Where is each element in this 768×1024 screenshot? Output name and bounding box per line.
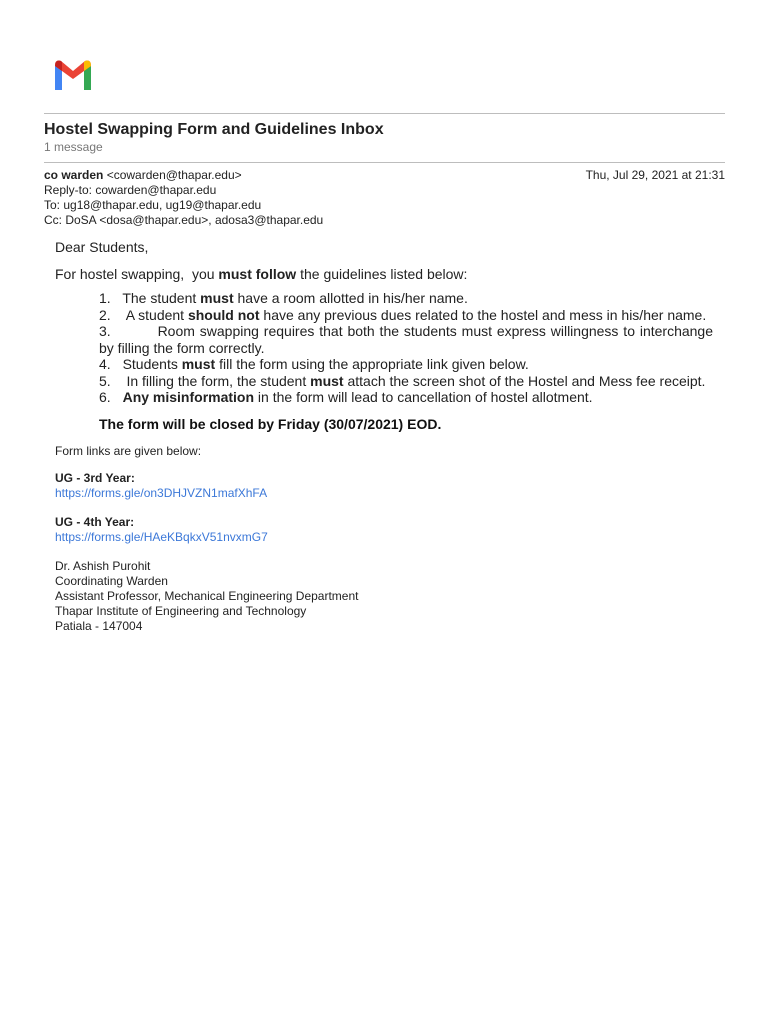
sender-name: co warden xyxy=(44,168,104,182)
ug4-section xyxy=(55,515,715,545)
item-number: 4. xyxy=(99,356,111,372)
item-number: 6. xyxy=(99,389,111,405)
item-text: Students xyxy=(118,356,182,372)
links-intro: Form links are given below: xyxy=(55,443,202,458)
item-emphasis: should not xyxy=(187,306,260,323)
intro-post: the guidelines listed below: xyxy=(296,265,468,282)
guidelines-list xyxy=(99,290,717,406)
intro-paragraph xyxy=(55,266,715,283)
item-text: A student xyxy=(118,306,188,323)
item-emphasis: must xyxy=(200,290,234,306)
item-text: in the form will lead to cancellation of hostel allotment. xyxy=(254,389,593,405)
item-emphasis: Any misinformation xyxy=(122,389,255,405)
signature-line: Thapar Institute of Engineering and Technology xyxy=(55,603,307,618)
top-divider xyxy=(44,113,725,114)
signature xyxy=(55,559,715,634)
item-text: have any previous dues related to the hostel and mess in his/her name. xyxy=(259,306,707,323)
greeting: Dear Students, xyxy=(55,239,149,255)
ug3-label: UG - 3rd Year: xyxy=(55,470,135,485)
item-number: 3. xyxy=(99,323,111,339)
ug4-form-link[interactable]: https://forms.gle/HAeKBqkxV51nvxmG7 xyxy=(55,529,268,544)
ug3-section xyxy=(55,471,715,501)
signature-line: Coordinating Warden xyxy=(55,573,168,588)
list-item xyxy=(99,323,717,356)
sender-email: <cowarden@thapar.edu> xyxy=(106,168,242,182)
item-number: 2. xyxy=(99,306,111,323)
intro-emphasis: must follow xyxy=(218,265,297,282)
item-number: 1. xyxy=(99,290,111,306)
item-text: fill the form using the appropriate link given below. xyxy=(215,356,529,372)
item-emphasis: must xyxy=(310,372,344,389)
email-body xyxy=(55,239,715,634)
to-line: To: ug18@thapar.edu, ug19@thapar.edu xyxy=(44,198,262,212)
reply-to-line: Reply-to: cowarden@thapar.edu xyxy=(44,183,217,197)
list-item xyxy=(99,307,713,324)
list-item xyxy=(99,356,713,373)
item-text: Room swapping requires that both the students must express willingness to interchange by filling the form correctly. xyxy=(99,323,717,356)
list-item xyxy=(99,389,713,406)
signature-line: Patiala - 147004 xyxy=(55,618,143,633)
header-divider xyxy=(44,162,725,163)
item-text: In filling the form, the student xyxy=(118,372,311,389)
signature-line: Assistant Professor, Mechanical Engineering Department xyxy=(55,588,359,603)
item-text: attach the screen shot of the Hostel and Mess fee receipt. xyxy=(343,372,706,389)
gmail-logo-icon xyxy=(52,58,94,90)
intro-pre: For hostel swapping, you xyxy=(55,265,219,282)
item-emphasis: must xyxy=(181,356,216,372)
deadline-note: The form will be closed by Friday (30/07/2021) EOD. xyxy=(99,415,442,432)
email-subject: Hostel Swapping Form and Guidelines Inbox xyxy=(44,121,384,138)
ug4-label: UG - 4th Year: xyxy=(55,514,135,529)
list-item xyxy=(99,373,713,390)
email-date: Thu, Jul 29, 2021 at 21:31 xyxy=(585,168,725,182)
message-count: 1 message xyxy=(44,140,103,154)
signature-line: Dr. Ashish Purohit xyxy=(55,558,151,573)
item-number: 5. xyxy=(99,372,111,389)
cc-line: Cc: DoSA <dosa@thapar.edu>, adosa3@thapar.edu xyxy=(44,213,324,227)
item-text: have a room allotted in his/her name. xyxy=(233,290,468,306)
item-text: The student xyxy=(118,290,201,306)
ug3-form-link[interactable]: https://forms.gle/on3DHJVZN1mafXhFA xyxy=(55,485,268,500)
list-item xyxy=(99,290,713,307)
